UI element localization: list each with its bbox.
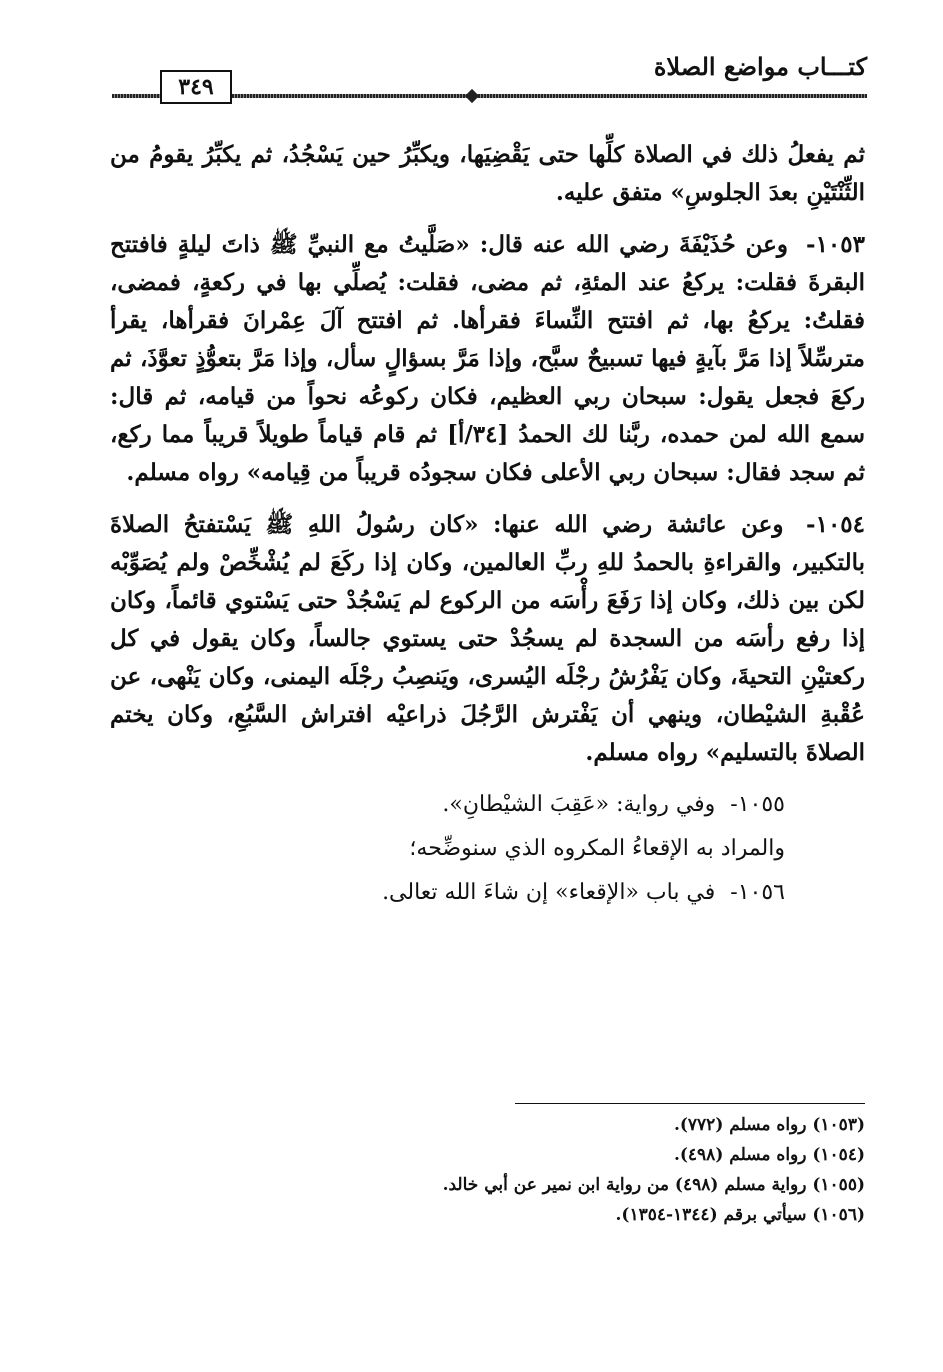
hadith-number: ١٠٥٦-: [730, 880, 785, 905]
footnote-1054: (١٠٥٤) رواه مسلم (٤٩٨).: [673, 1145, 865, 1165]
hadith-text: وعن حُذَيْفَةَ رضي الله عنه قال: «صَلَّيتُ مع النبيِّ ﷺ ذاتَ ليلةٍ فافتتح البقرةَ فقلت: يركعُ عند المئةِ، ثم مضى، فقلت: يُصلِّي بها في ركعةٍ، فمضى، فقلتُ: يركعُ بها، ثم افتتح النِّساءَ فقرأها. ثم افتتح آلَ عِمْرانَ فقرأها، يقرأ مترسِّلاً إذا مَرَّ بآيةٍ فيها تسبيحٌ سبَّح، وإذا مَرَّ بسؤالٍ سأل، وإذا مَرَّ بتعوُّذٍ تعوَّذَ، ثم ركعَ فجعل يقول: سبحان ربي العظيم، فكان ركوعُه نحواً من قيامه، ثم قال: سمع الله لمن حمده، ربَّنا لك الحمدُ [٣٤/أ] ثم قام قياماً طويلاً قريباً مما ركع، ثم سجد فقال: سبحان ربي الأعلى فكان سجودُه قريباً من قِيامه» رواه مسلم.: [110, 231, 865, 486]
hadith-1056: [110, 874, 865, 912]
explanation-text: والمراد به الإقعاءُ المكروه الذي سنوضِّحه؛: [409, 836, 785, 861]
footnotes: [380, 1110, 865, 1230]
footnote-divider: [515, 1103, 865, 1104]
hadith-1053: [110, 226, 865, 492]
paragraph-text: ثم يفعلُ ذلك في الصلاة كلِّها حتى يَقْضِيَها، ويكبِّرُ حين يَسْجُدُ، ثم يكبِّرُ يقومُ من الثِّنْتَيْنِ بعدَ الجلوسِ» متفق عليه.: [110, 141, 865, 206]
page-header: [112, 52, 867, 112]
hadith-1054: [110, 506, 865, 772]
hadith-number: ١٠٥٤-: [806, 511, 866, 538]
hadith-1055: [110, 786, 865, 824]
hadith-text: في باب «الإقعاء» إن شاءَ الله تعالى.: [382, 880, 716, 905]
footnote-1056: (١٠٥٦) سيأتي برقم (١٣٤٤-١٣٥٤).: [615, 1205, 865, 1225]
paragraph-continuation: [110, 136, 865, 212]
hadith-number: ١٠٥٣-: [806, 231, 865, 258]
page-body: [110, 136, 865, 918]
page-number: ٣٤٩: [160, 70, 232, 104]
footnote-1055: (١٠٥٥) رواية مسلم (٤٩٨) من رواية ابن نمير عن أبي خالد.: [442, 1175, 865, 1195]
explanation-line: [110, 830, 865, 868]
chapter-title: كتـــاب مواضع الصلاة: [653, 52, 867, 81]
hadith-text: وعن عائشة رضي الله عنها: «كان رسُولُ اللهِ ﷺ يَسْتفتحُ الصلاةَ بالتكبير، والقراءةِ بالحمدُ للهِ ربِّ العالمين، وكان إذا ركَعَ لم يُشْخِّصْ ولم يُصَوِّبْه لكن بين ذلك، وكان إذا رَفَعَ رأْسَه من الركوع لم يَسْجُدْ حتى يَسْتوي قائماً، وكان إذا رفع رأسَه من السجدة لم يسجُدْ حتى يستوي جالساً، وكان يقول في كل ركعتيْنِ التحيةَ، وكان يَفْرُشُ رجْلَه اليُسرى، ويَنصِبُ رجْلَه اليمنى، وكان يَنْهى، عن عُقْبةِ الشيْطان، وينهي أن يَفْترش الرَّجُلَ ذراعيْه افتراش السَّبُعِ، وكان يختم الصلاةَ بالتسليم» رواه مسلم.: [110, 511, 865, 766]
footnote-1053: (١٠٥٣) رواه مسلم (٧٧٢).: [673, 1115, 865, 1135]
hadith-text: وفي رواية: «عَقِبَ الشيْطانِ».: [442, 792, 716, 817]
hadith-number: ١٠٥٥-: [730, 792, 785, 817]
